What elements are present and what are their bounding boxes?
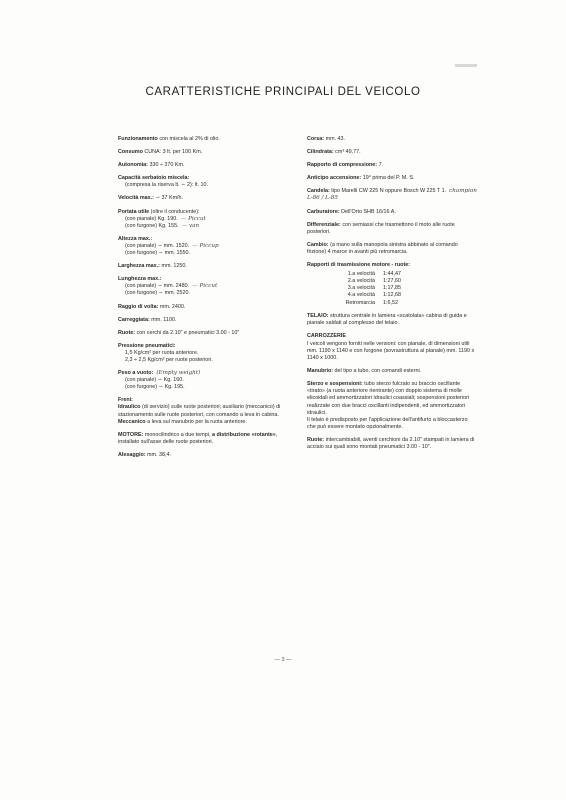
spec-alesaggio: Alesaggio: mm. 38,4. xyxy=(118,451,172,458)
spec-cilindrata: Cilindrata: cm³ 49,77. xyxy=(307,149,361,156)
table-row: 1.a velocità 1:44,47 xyxy=(347,271,401,278)
spec-portata: Portata utile (oltre il conducente): (con pianale) Kg. 190. — Piccut (con furgone) Kg. 155. — van xyxy=(118,208,206,229)
spec-corsa: Corsa: mm. 43. xyxy=(307,136,346,142)
handwritten-note: — Piccup xyxy=(192,242,219,249)
spec-lunghezza: Lunghezza max.: (con pianale) ∽ mm. 2480. — Piccut (con furgone) ∽ mm. 2520. xyxy=(118,276,218,297)
spec-rapporti-trasmissione: Rapporti di trasmissione motore - ruote: 1.a velocità 1:44,47 2.a velocità 1:27,60 3.a velocità 1:17,85 4.a velocità 1:12,68 Retromarcia 1:6,52 xyxy=(307,262,411,306)
spec-velocita: Velocità max.: ∽ 37 Km/h. xyxy=(118,195,184,202)
spec-manubrio: Manubrio: del tipo a tubo, con comandi esterni. xyxy=(307,368,422,375)
spec-telaio: TELAIO: struttura centrale in lamiera «scatolata» cabina di guida e pianale saldati al complesso del telaio. xyxy=(307,312,467,326)
spec-funzionamento: Funzionamento con miscela al 2% di olio. xyxy=(118,136,220,142)
spec-candela: Candela: tipo Marelli CW 225 N oppure Bosch W 225 T 1. champion L-86 / L-85 xyxy=(307,188,477,202)
table-row: Retromarcia 1:6,52 xyxy=(345,299,398,306)
spec-pressione: Pressione pneumatici: 1,5 Kg/cm² per ruota anteriore. 2,3 ÷ 2,5 Kg/cm² per ruote posteriori. xyxy=(118,342,213,363)
scan-mark xyxy=(455,64,477,67)
spec-carrozzerie: CARROZZERIE I veicoli vengono forniti nelle versioni: con pianale, di dimensioni utili mm. 1190 x 1140 e con furgone (sovrastruttura al pianale) mm. 1190 x 1140 x 1000. xyxy=(307,332,475,362)
spec-differenziale: Differenziale: con semiassi che trasmettono il moto alle ruote posteriori. xyxy=(307,221,455,235)
spec-altezza: Altezza max.: (con pianale) ∽ mm. 1520. — Piccup (con furgone) ∽ mm. 1550. xyxy=(118,235,219,257)
table-row: 2.a velocità 1:27,60 xyxy=(347,278,401,285)
right-column xyxy=(307,136,477,457)
left-column xyxy=(118,136,294,465)
page-title: CARATTERISTICHE PRINCIPALI DEL VEICOLO xyxy=(145,86,421,98)
handwritten-note: — Piccut xyxy=(180,215,206,222)
spec-motore: MOTORE: monocilindrico a due tempi, a distribuzione «rotante», installato sull'asse delle ruote posteriori. xyxy=(118,431,278,445)
spec-consumo: Consumo CUNA: 3 lt. per 100 Km. xyxy=(118,149,203,156)
spec-peso: Peso a vuoto: (Empty weight) (con pianale) ∽ Kg. 160. (con furgone) ∽ Kg. 195. xyxy=(118,370,201,391)
spec-capacita: Capacità serbatoio miscela: (compresa la riserva lt. ∽ 2): lt. 10. xyxy=(118,175,209,189)
table-row: 3.a velocità 1:17,85 xyxy=(347,285,401,292)
spec-carreggiata: Carreggiata: mm. 1100. xyxy=(118,316,177,323)
spec-ruote-right: Ruote: intercambiabili, aventi cerchioni da 2.10" stampati in lamiera di acciaio sui quali sono montati pneumatici 3.00 - 10". xyxy=(307,436,475,450)
handwritten-note: — Piccut xyxy=(192,283,218,290)
spec-autonomia: Autonomia: 330 ÷ 370 Km. xyxy=(118,162,185,169)
handwritten-note: (Empty weight) xyxy=(156,370,201,377)
spec-larghezza: Larghezza max.: mm. 1250. xyxy=(118,263,187,270)
spec-freni: Freni: Idraulico (di servizio) sulle ruote posteriori; ausiliario (meccanico) di stazionamento sulle ruote posteriori, con comando a leva in cabina. Meccanico a leva sul manubrio per la ruota anteriore. xyxy=(118,397,281,425)
handwritten-note: champion L-86 / L-85 xyxy=(307,188,477,202)
spec-raggio: Raggio di volta: mm. 2400. xyxy=(118,303,186,310)
spec-ruote: Ruote: con cerchi da 2.10" e pneumatici 3.00 - 10" xyxy=(118,329,240,336)
spec-rapporto: Rapporto di compressione: 7. xyxy=(307,162,384,169)
spec-anticipo: Anticipo accensione: 19° prima del P. M. S. xyxy=(307,175,415,182)
handwritten-note: — van xyxy=(181,222,200,229)
spec-carburatore: Carburatore: Dell'Orto SHB 16/16 A. xyxy=(307,208,396,215)
spec-sterzo: Sterzo e sospensioni: tubo sterzo fulcrato su braccio oscillante «tirato» (a ruota anteriore rientrante) con doppio sistema di molle elicoidali ed ammortizzatori idraulici coassiali; sospensioni posteriori realizzate con due bracci oscillanti indipendenti, ed ammortizzatori idraulici. Il telaio è predisposto per l'applicazione dell'antifurto a bloccasterzo che può essere montato opzionalmente. xyxy=(307,381,470,430)
spec-cambio: Cambio: (a mano sulla manopola sinistra abbinato al comando frizione) 4 marce in avanti più retromarcia. xyxy=(307,241,458,255)
page-number: — 3 — xyxy=(274,657,292,663)
gear-ratio-table xyxy=(329,271,401,306)
table-row: 4.a velocità 1:12,68 xyxy=(347,292,401,299)
